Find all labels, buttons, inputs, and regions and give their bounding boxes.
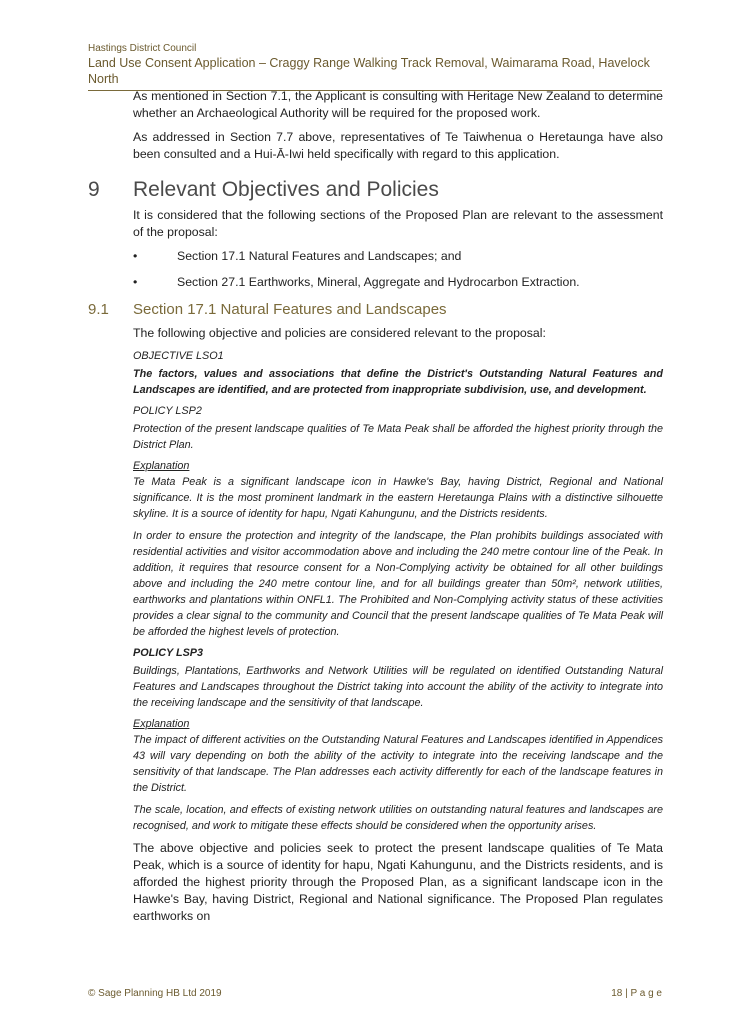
- explanation-1-paragraph-1: Te Mata Peak is a significant landscape icon in Hawke's Bay, having District, Regional and National significance. It is the most prominent landmark in the eastern Heretaunga Plains with a distinctive silhouette skyline. It is a source of identity for hapu, Ngati Kahungunu, and the Districts residents.: [133, 476, 663, 520]
- bullet-icon: •: [133, 249, 138, 263]
- section-9-number: 9: [88, 178, 100, 201]
- header-title: Land Use Consent Application – Craggy Range Walking Track Removal, Waimarama Road, Havelock North: [88, 55, 662, 91]
- list-item: [133, 248, 663, 265]
- policy-lsp3-label: POLICY LSP3: [133, 647, 204, 659]
- section-9-heading: [88, 177, 663, 203]
- explanation-label-2: Explanation: [133, 718, 190, 730]
- explanation-2-paragraph-1: The impact of different activities on the Outstanding Natural Features and Landscapes identified in Appendices 43 will vary depending on both the ability of the activity to integrate into the receiving landscape and the sensitivity of that landscape. The Plan addresses each activity differently for each of the landscape features in the District.: [133, 734, 663, 794]
- section-9-title: Relevant Objectives and Policies: [133, 178, 439, 201]
- policy-lsp2-label: POLICY LSP2: [133, 405, 202, 417]
- closing-paragraph: The above objective and policies seek to protect the present landscape qualities of Te Mata Peak, which is a source of identity for hapu, Ngati Kahungunu, and the Districts residents, and is afforded the highest priority through the Proposed Plan, as a significant landscape icon in the Hawke's Bay, having District, Regional and National significance. The Proposed Plan regulates earthworks on: [133, 841, 663, 923]
- section-9-1-heading: [88, 300, 663, 320]
- bullet-icon: •: [133, 275, 138, 289]
- intro-paragraph-1: As mentioned in Section 7.1, the Applicant is consulting with Heritage New Zealand to determine whether an Archaeological Authority will be required for the proposed work.: [133, 89, 663, 120]
- section-9-1-intro: The following objective and policies are considered relevant to the proposal:: [133, 326, 546, 340]
- section-9-1-number: 9.1: [88, 301, 109, 318]
- list-item: [133, 274, 663, 291]
- header-org: Hastings District Council: [88, 43, 197, 54]
- intro-paragraph-2: As addressed in Section 7.7 above, representatives of Te Taiwhenua o Heretaunga have also been consulted and a Hui-Ā-Iwi held specifically with regard to this application.: [133, 130, 663, 161]
- list-item-text: Section 17.1 Natural Features and Landscapes; and: [177, 249, 462, 263]
- explanation-label-1: Explanation: [133, 460, 190, 472]
- page-header: [88, 42, 662, 91]
- section-9-intro: It is considered that the following sections of the Proposed Plan are relevant to the assessment of the proposal:: [133, 208, 663, 239]
- objective-label: OBJECTIVE LSO1: [133, 350, 224, 362]
- list-item-text: Section 27.1 Earthworks, Mineral, Aggregate and Hydrocarbon Extraction.: [177, 275, 580, 289]
- section-9-bullet-list: [133, 248, 663, 291]
- explanation-1-paragraph-2: In order to ensure the protection and integrity of the landscape, the Plan prohibits buildings associated with residential activities and visitor accommodation above and including the 240 metre contour line of the Peak. In addition, it requires that resource consent for a Non-Complying activity be obtained for all other buildings above and including the 240 metre contour line, and for all buildings greater than 50m², network utilities, earthworks and plantations within ONFL1. The Prohibited and Non-Complying activity status of these activities provides a clear signal to the community and Council that the present landscape qualities of Te Mata Peak will be afforded the highest levels of protection.: [133, 530, 663, 638]
- policy-lsp3-text: Buildings, Plantations, Earthworks and Network Utilities will be regulated on identified Outstanding Natural Features and Landscapes throughout the District taking into account the ability of the activity to integrate into the receiving landscape and the sensitivity of that landscape.: [133, 665, 663, 709]
- document-body: [88, 88, 663, 932]
- section-9-1-title: Section 17.1 Natural Features and Landscapes: [133, 301, 447, 318]
- page-footer: [88, 988, 662, 999]
- explanation-2-paragraph-2: The scale, location, and effects of existing network utilities on outstanding natural features and landscapes are recognised, and work to mitigate these effects should be considered when the opportunity arises.: [133, 804, 663, 832]
- policy-lsp2-text: Protection of the present landscape qualities of Te Mata Peak shall be afforded the highest priority through the District Plan.: [133, 423, 663, 451]
- footer-copyright: © Sage Planning HB Ltd 2019: [88, 988, 222, 999]
- page-number: 18 | P a g e: [611, 988, 662, 999]
- objective-text: The factors, values and associations that define the District's Outstanding Natural Features and Landscapes are identified, and are protected from inappropriate subdivision, use, and development.: [133, 368, 663, 396]
